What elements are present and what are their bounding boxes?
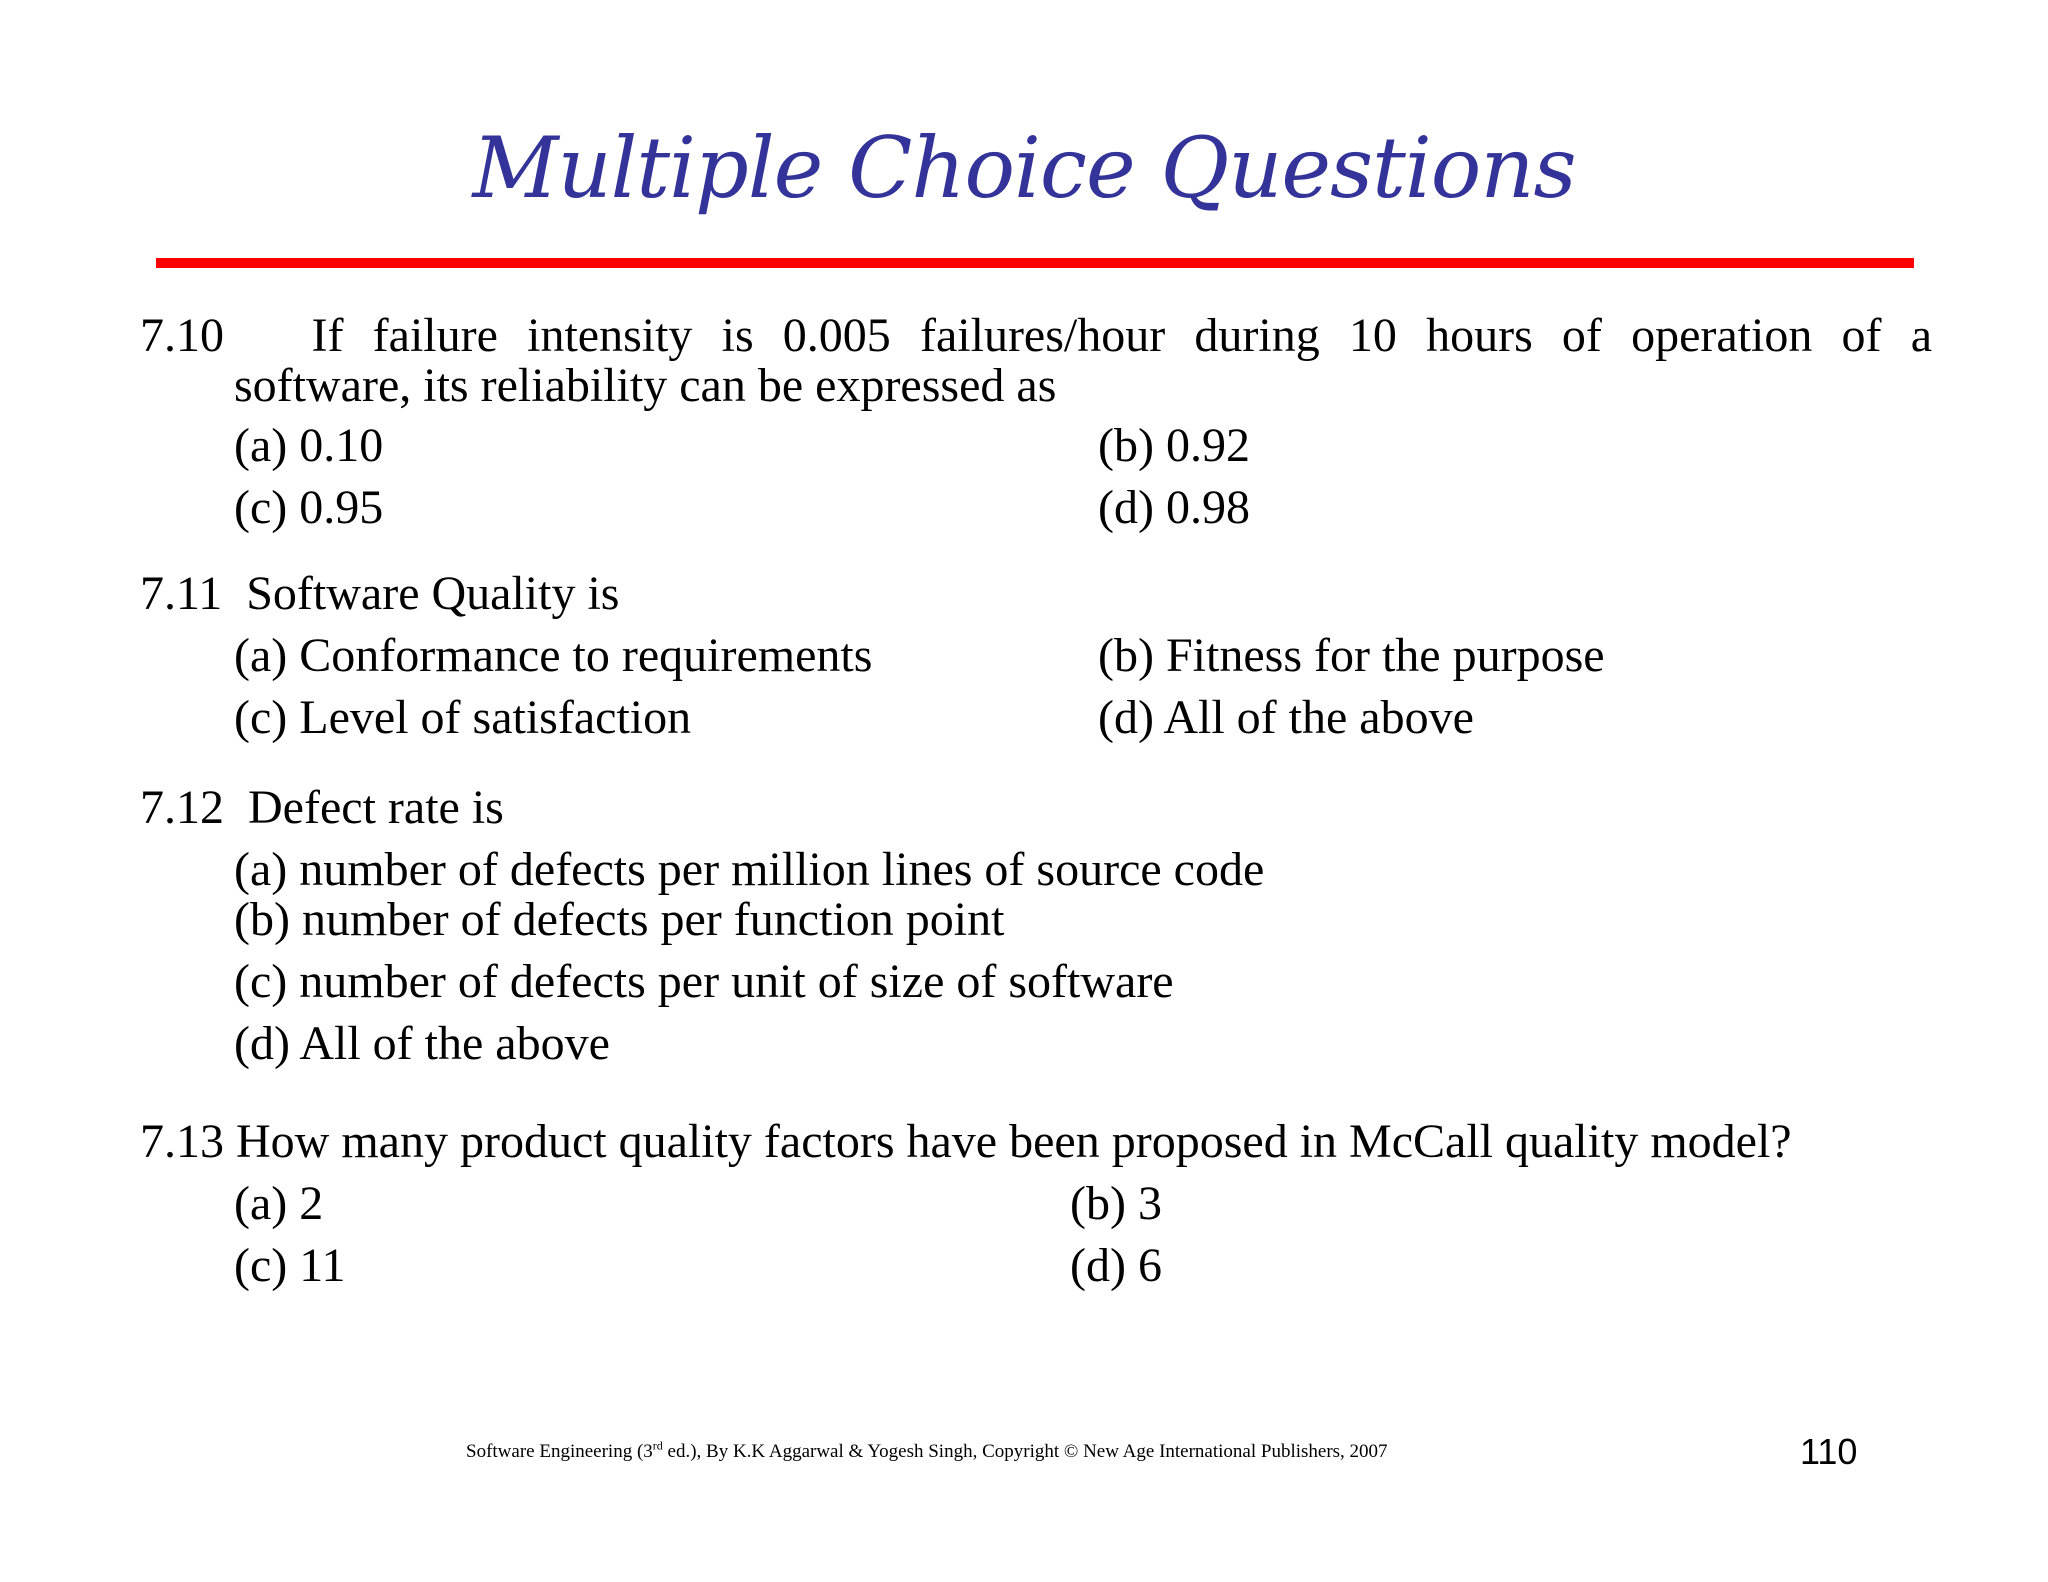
- option-b: (b) Fitness for the purpose: [1098, 629, 1605, 682]
- option-d: (d) 0.98: [1098, 481, 1250, 534]
- option-b: (b) number of defects per function point: [234, 893, 1005, 946]
- page-number: 110: [1800, 1431, 1858, 1472]
- option-a: (a) Conformance to requirements: [234, 629, 873, 682]
- option-a: (a) number of defects per million lines of source code: [234, 843, 1265, 896]
- option-a: (a) 2: [234, 1177, 324, 1230]
- question-number: 7.11: [140, 567, 223, 620]
- question-7-13: [140, 1114, 1792, 1170]
- title-underline: [156, 258, 1914, 268]
- option-d: (d) All of the above: [1098, 691, 1474, 744]
- question-text: If failure intensity is 0.005 failures/hour during 10 hours of operation of a: [311, 309, 1932, 362]
- option-b: (b) 3: [1070, 1177, 1162, 1230]
- question-text: How many product quality factors have been proposed in McCall quality model?: [236, 1115, 1792, 1168]
- option-a: (a) 0.10: [234, 419, 384, 472]
- option-c: (c) number of defects per unit of size of software: [234, 955, 1174, 1008]
- slide-title: Multiple Choice Questions: [472, 119, 1576, 217]
- question-7-10-line1: [140, 308, 1932, 364]
- question-number: 7.13: [140, 1115, 224, 1168]
- question-number: 7.10: [140, 309, 224, 362]
- option-c: (c) Level of satisfaction: [234, 691, 692, 744]
- option-d: (d) All of the above: [234, 1017, 610, 1070]
- option-d: (d) 6: [1070, 1239, 1162, 1292]
- question-number: 7.12: [140, 781, 224, 834]
- option-c: (c) 11: [234, 1239, 346, 1292]
- question-7-10-line2: software, its reliability can be expressed as: [234, 359, 1057, 412]
- footer-prefix: Software Engineering (3: [466, 1441, 653, 1462]
- footer-citation: [466, 1440, 1388, 1464]
- footer-suffix: ed.), By K.K Aggarwal & Yogesh Singh, Copyright © New Age International Publishers, 2007: [662, 1441, 1388, 1462]
- question-7-12: [140, 780, 504, 836]
- question-7-11: [140, 566, 619, 622]
- option-b: (b) 0.92: [1098, 419, 1250, 472]
- option-c: (c) 0.95: [234, 481, 384, 534]
- question-text: Defect rate is: [248, 781, 504, 834]
- question-text: Software Quality is: [246, 567, 620, 620]
- footer-edition-sup: rd: [652, 1438, 663, 1453]
